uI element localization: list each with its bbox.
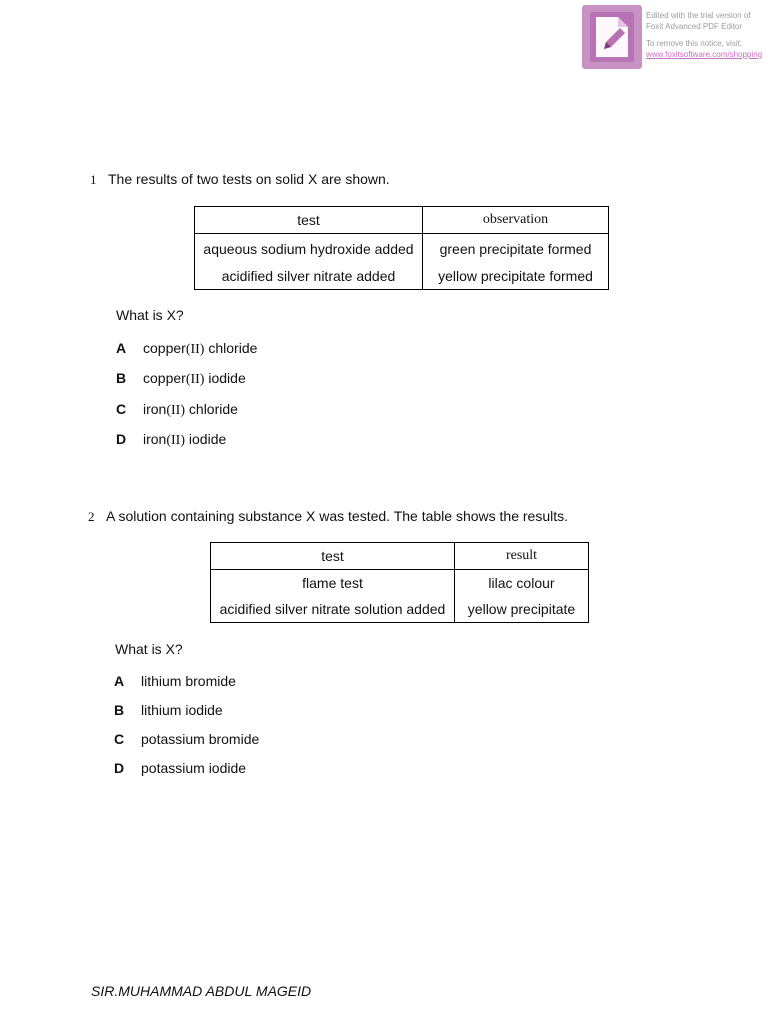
watermark-line-1: Edited with the trial version of xyxy=(646,11,751,20)
question-2-table xyxy=(210,542,589,623)
table-cell: yellow precipitate formed xyxy=(423,264,609,290)
question-2-stem: A solution containing substance X was tested. The table shows the results. xyxy=(106,508,569,524)
table-row xyxy=(211,570,589,597)
question-2-option-b[interactable] xyxy=(114,702,223,718)
watermark-notice xyxy=(646,10,768,60)
option-text: lithium iodide xyxy=(141,702,223,718)
option-text: iron(II) iodide xyxy=(143,431,227,448)
option-text: potassium bromide xyxy=(141,731,260,747)
question-1-option-c[interactable] xyxy=(116,401,238,418)
table-cell: green precipitate formed xyxy=(423,234,609,264)
question-1-stem: The results of two tests on solid X are shown. xyxy=(108,171,390,187)
question-2-prompt: What is X? xyxy=(115,641,183,657)
question-1-prompt: What is X? xyxy=(116,307,184,323)
option-letter: B xyxy=(114,702,125,718)
table-cell: acidified silver nitrate added xyxy=(195,264,423,290)
pen-edit-icon xyxy=(592,15,632,59)
option-letter: A xyxy=(114,673,125,689)
table-cell: flame test xyxy=(211,570,455,597)
question-2-option-d[interactable] xyxy=(114,760,247,776)
author-footer: SIR.MUHAMMAD ABDUL MAGEID xyxy=(91,983,312,999)
table-header-test: test xyxy=(195,207,423,234)
watermark-link[interactable]: www.foxitsoftware.com/shopping xyxy=(646,50,763,59)
watermark-line-3: To remove this notice, visit: xyxy=(646,39,743,48)
option-text: iron(II) chloride xyxy=(143,401,238,418)
question-1-number: 1 xyxy=(90,172,97,187)
table-header-result: result xyxy=(455,543,589,570)
question-2-option-c[interactable] xyxy=(114,731,260,747)
option-text: copper(II) iodide xyxy=(143,370,246,387)
table-row xyxy=(195,264,609,290)
question-1-option-d[interactable] xyxy=(116,431,227,448)
table-cell: lilac colour xyxy=(455,570,589,597)
table-row xyxy=(195,234,609,264)
question-1-table xyxy=(194,206,609,290)
option-letter: D xyxy=(116,431,127,447)
option-letter: D xyxy=(114,760,125,776)
option-letter: B xyxy=(116,370,127,386)
question-1-option-b[interactable] xyxy=(116,370,246,387)
table-cell: acidified silver nitrate solution added xyxy=(211,597,455,623)
question-1-option-a[interactable] xyxy=(116,340,258,357)
question-2-number: 2 xyxy=(88,509,95,524)
option-letter: A xyxy=(116,340,127,356)
option-text: potassium iodide xyxy=(141,760,247,776)
table-row xyxy=(211,597,589,623)
foxit-logo-icon xyxy=(582,5,642,69)
question-2-option-a[interactable] xyxy=(114,673,236,689)
table-header-test: test xyxy=(211,543,455,570)
table-header-observation: observation xyxy=(423,207,609,234)
option-text: copper(II) chloride xyxy=(143,340,258,357)
watermark-line-2: Foxit Advanced PDF Editor xyxy=(646,22,743,31)
option-letter: C xyxy=(114,731,125,747)
option-text: lithium bromide xyxy=(141,673,236,689)
option-letter: C xyxy=(116,401,127,417)
table-cell: yellow precipitate xyxy=(455,597,589,623)
table-cell: aqueous sodium hydroxide added xyxy=(195,234,423,264)
